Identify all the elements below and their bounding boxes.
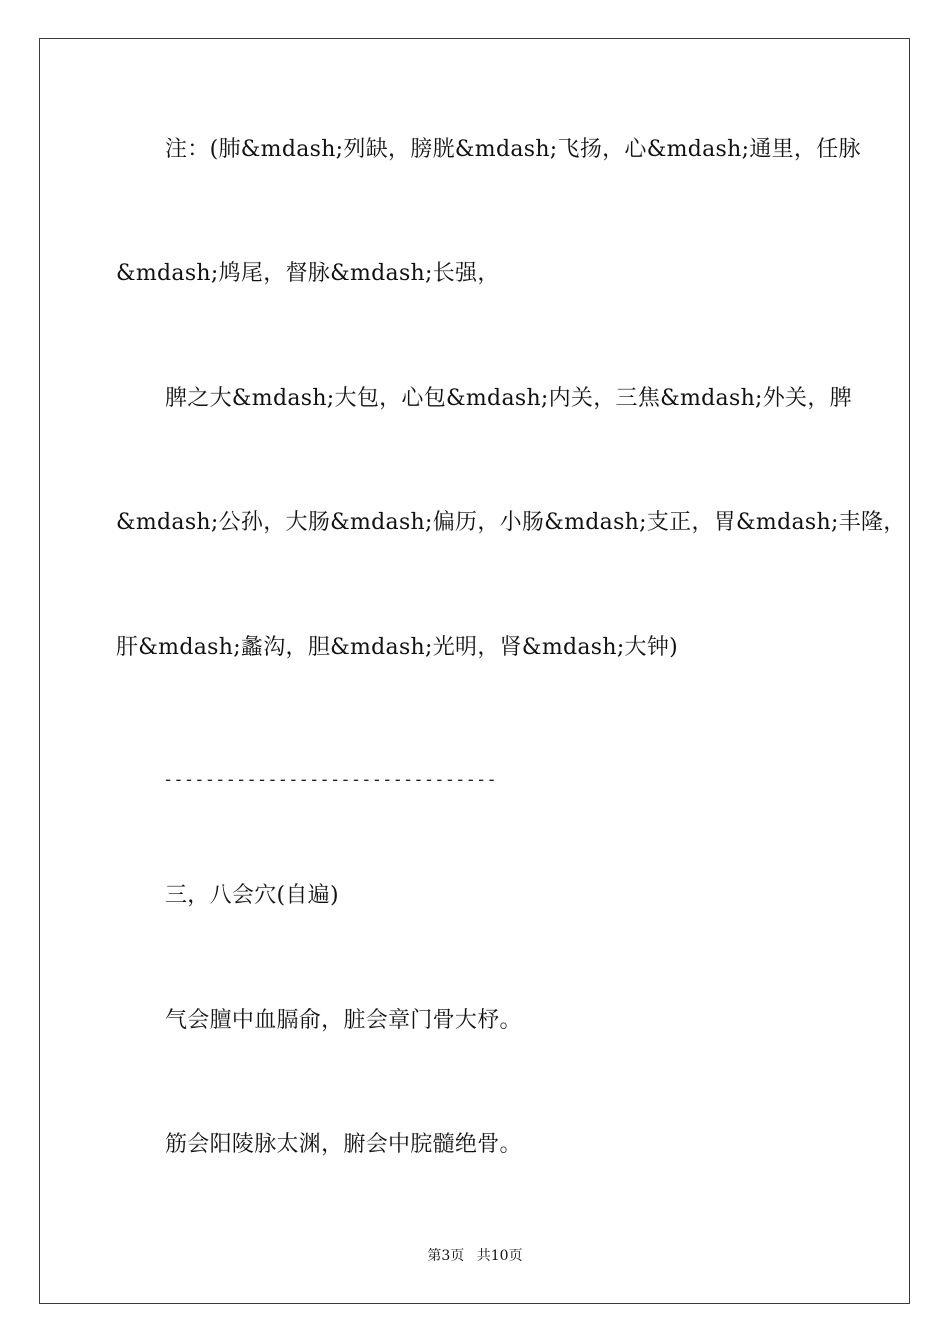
page-footer: [0, 1247, 950, 1265]
note-line-3: 脾之大&mdash;大包，心包&mdash;内关，三焦&mdash;外关，脾: [165, 386, 852, 411]
verse-line-2: 筋会阳陵脉太渊，腑会中脘髓绝骨。: [165, 1132, 522, 1157]
dashed-separator: --------------------------------: [163, 770, 497, 790]
page-number: 第3页: [427, 1248, 465, 1264]
verse-line-1: 气会膻中血膈俞，脏会章门骨大杼。: [165, 1008, 522, 1033]
note-line-2: &mdash;鸠尾，督脉&mdash;长强，: [116, 261, 500, 286]
section-heading: 三，八会穴(自遍): [165, 883, 339, 908]
note-line-4: &mdash;公孙，大肠&mdash;偏历，小肠&mdash;支正，胃&mdash;丰隆，: [116, 510, 906, 535]
note-line-5: 肝&mdash;蠡沟，胆&mdash;光明，肾&mdash;大钟): [116, 635, 679, 660]
note-line-1: 注：(肺&mdash;列缺，膀胱&mdash;飞扬，心&mdash;通里，任脉: [165, 137, 861, 162]
page-border: [39, 38, 910, 1304]
page-total: 共10页: [476, 1248, 523, 1264]
